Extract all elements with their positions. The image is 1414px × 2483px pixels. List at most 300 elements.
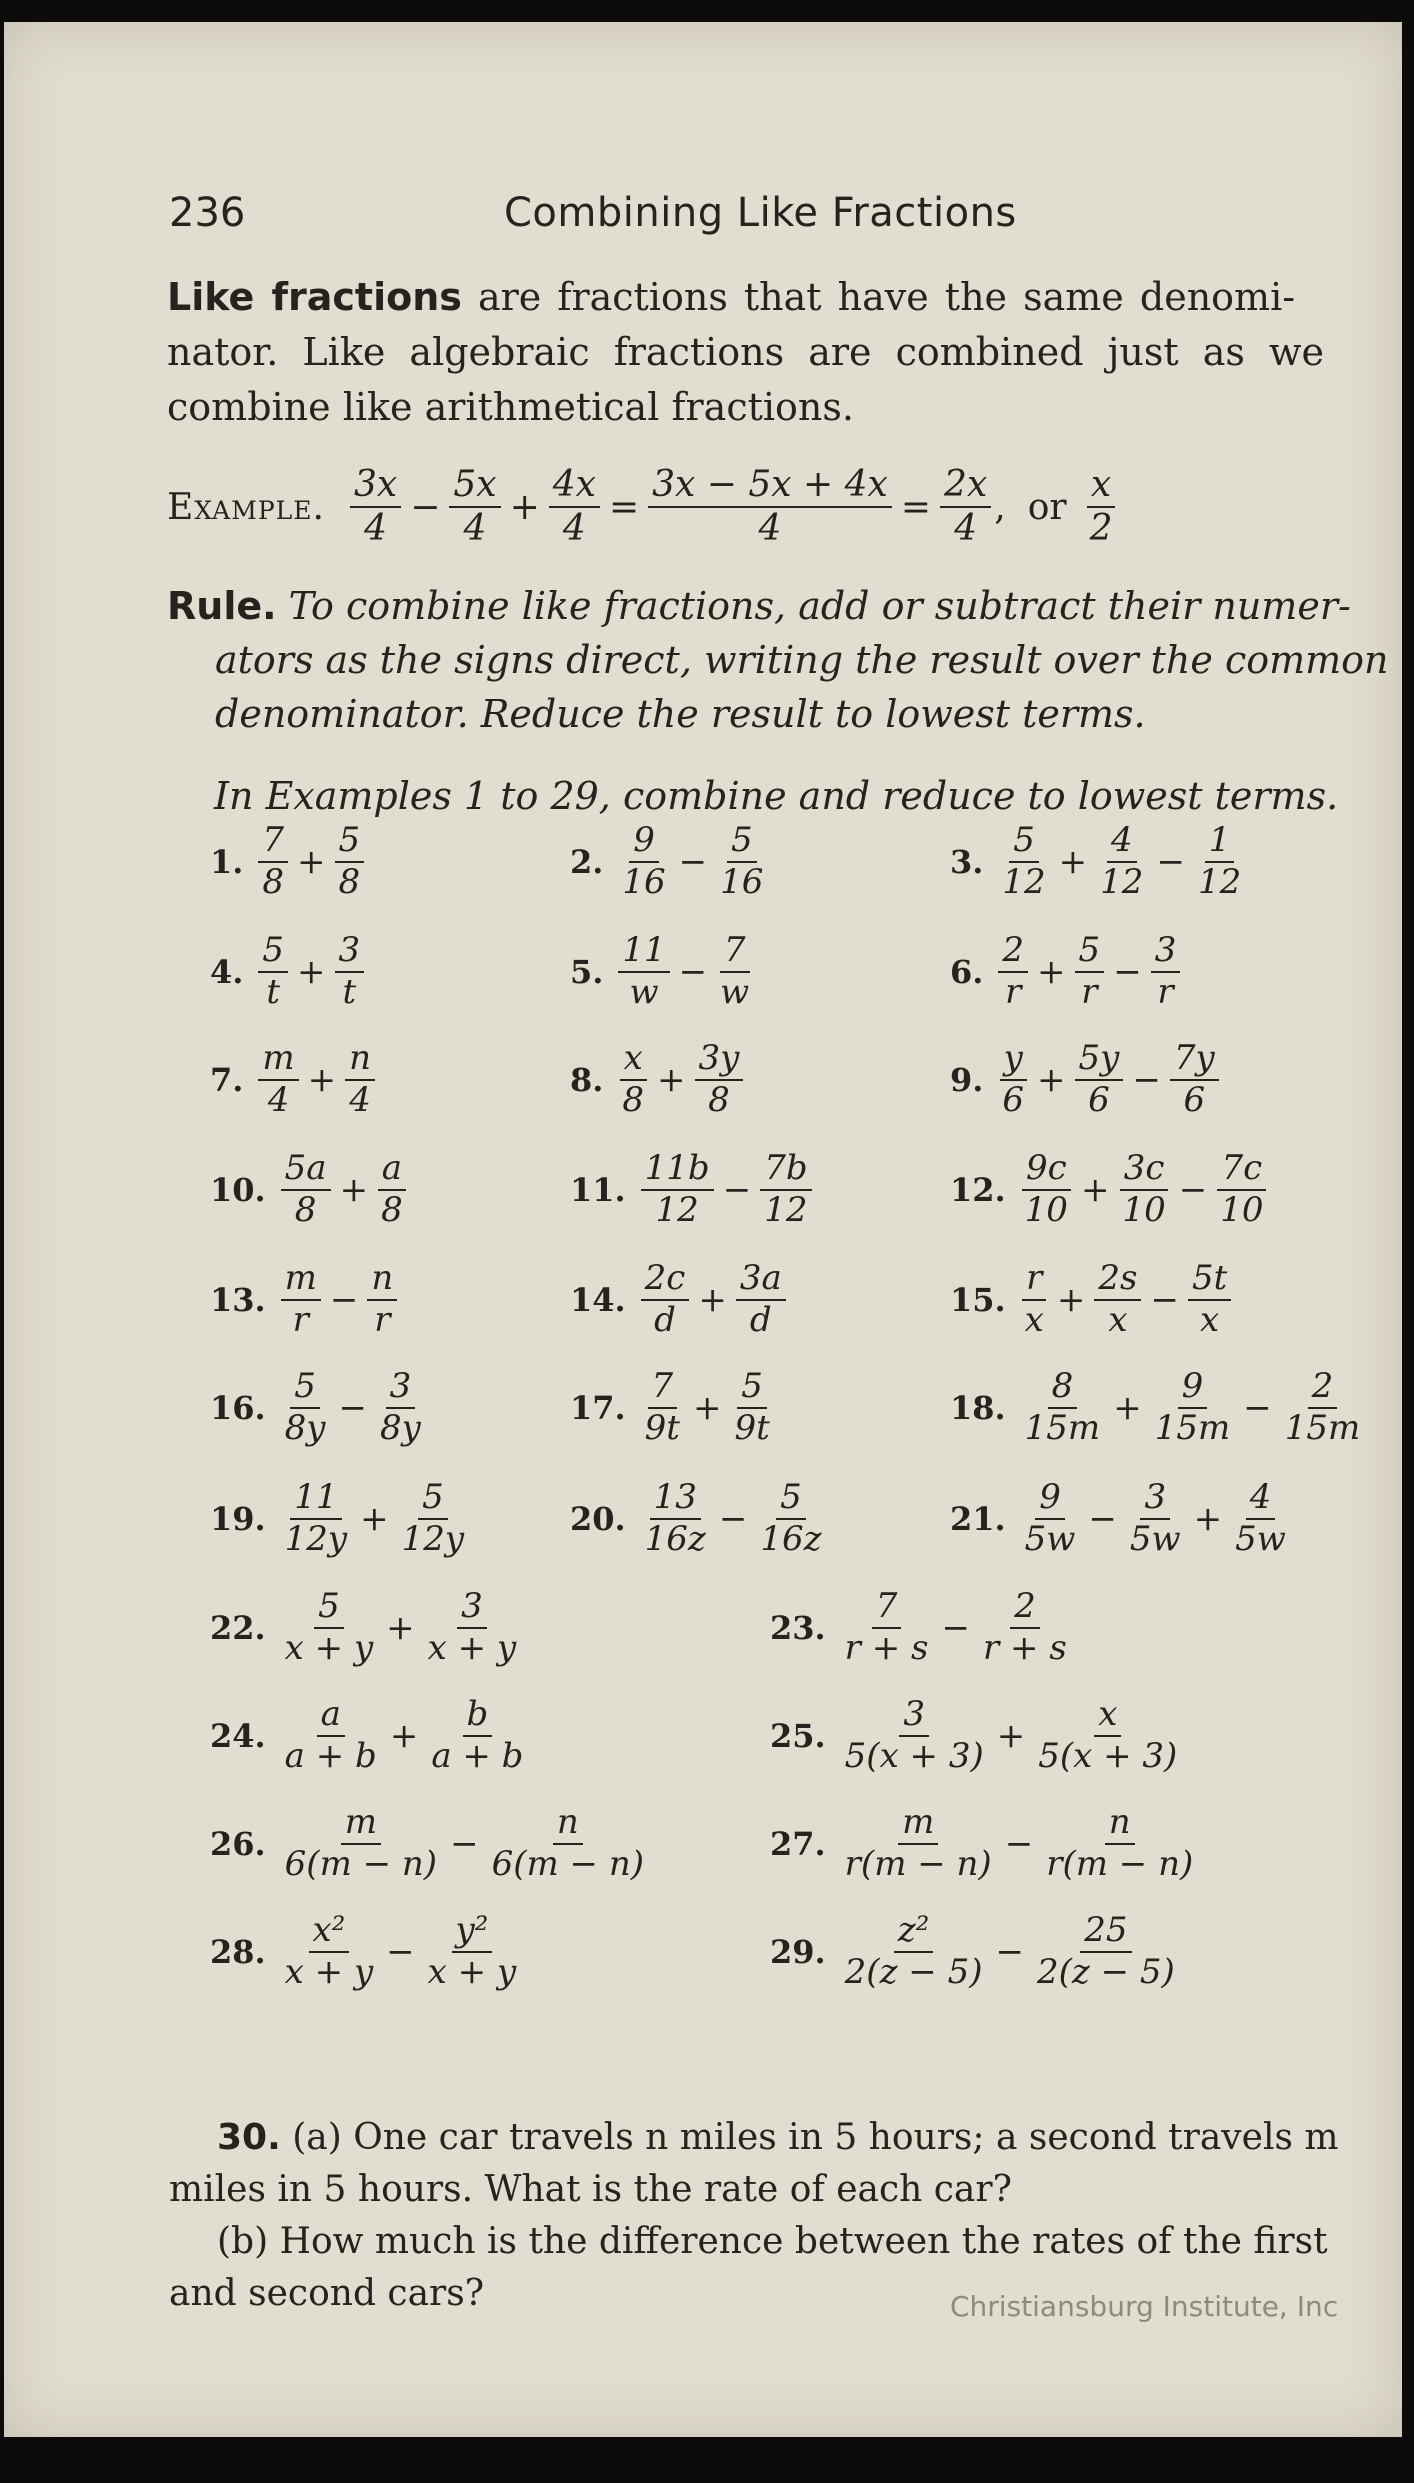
fraction (1021, 1366, 1105, 1448)
fraction (979, 1586, 1071, 1668)
denominator: x (1200, 1300, 1220, 1340)
denominator: 16 (720, 862, 764, 902)
exercise-number: 24. (210, 1717, 266, 1755)
numerator: 5 (776, 1480, 806, 1520)
denominator: 5(x + 3) (1038, 1736, 1178, 1776)
fraction (1170, 1038, 1219, 1120)
operator: + (1080, 1170, 1110, 1210)
denominator: 4 (349, 1080, 371, 1120)
numerator: 5y (1075, 1041, 1124, 1081)
denominator: r(m − n) (844, 1844, 992, 1884)
operator: − (1243, 1388, 1272, 1428)
exercise-item (570, 1145, 815, 1235)
q30-a-line-2: miles in 5 hours. What is the rate of each car? (169, 2169, 1012, 2210)
fraction (716, 820, 767, 902)
intro-line-1: are fractions that have the same denomi- (461, 275, 1296, 319)
numerator: 3a (736, 1261, 786, 1301)
operator: − (722, 1170, 752, 1210)
numerator: x (1094, 1697, 1121, 1737)
fraction: $\frac{3x - 5x + 4x}{4}$ (648, 466, 892, 548)
operator: − (1150, 1280, 1179, 1320)
numerator: 2 (1010, 1589, 1040, 1629)
denominator: t (266, 972, 281, 1012)
fraction (618, 820, 669, 902)
operator: + (1056, 1280, 1086, 1320)
rule-line-2: ators as the signs direct, writing the result over the common (215, 638, 1389, 682)
fraction (427, 1694, 527, 1776)
numerator: 5 (1075, 933, 1105, 973)
numerator: 3 (457, 1589, 487, 1629)
operator: + (996, 1716, 1026, 1756)
operator: − (941, 1608, 970, 1648)
numerator: n (345, 1041, 375, 1081)
fraction (1021, 1148, 1072, 1230)
denominator: w (720, 972, 750, 1012)
fraction (736, 1258, 786, 1340)
denominator: 12 (1100, 862, 1144, 902)
numerator: 11 (618, 933, 669, 973)
denominator: 12 (764, 1190, 808, 1230)
numerator: 5a (281, 1151, 331, 1191)
exercise-item (950, 1255, 1234, 1345)
rule-line-1: To combine like fractions, add or subtract their numer- (276, 584, 1351, 628)
fraction (841, 1802, 996, 1884)
fraction (1033, 1910, 1179, 1992)
denominator: a + b (284, 1736, 377, 1776)
fraction (641, 1148, 714, 1230)
denominator: 15m (1024, 1408, 1101, 1448)
numerator: 9 (1035, 1480, 1065, 1520)
denominator: 16 (622, 862, 666, 902)
operator: + (1113, 1388, 1142, 1428)
exercise-item (210, 1691, 530, 1781)
exercise-number: 6. (950, 953, 984, 991)
rule-line-3: denominator. Reduce the result to lowest terms. (215, 692, 1146, 736)
fraction (641, 1366, 684, 1448)
denominator: 16z (644, 1519, 706, 1559)
exercise-number: 11. (570, 1171, 626, 1209)
fraction (258, 930, 288, 1012)
numerator: 7 (720, 933, 750, 973)
operator: + (698, 1280, 727, 1320)
exercise-item (950, 817, 1248, 907)
numerator: z² (894, 1913, 934, 1953)
exercise-number: 8. (570, 1061, 604, 1099)
exercise-number: 27. (770, 1825, 826, 1863)
numerator: 3 (1140, 1480, 1170, 1520)
fraction (841, 1694, 988, 1776)
numerator: 5 (335, 823, 365, 863)
fraction (641, 1258, 690, 1340)
numerator: 11 (290, 1480, 341, 1520)
denominator: 12 (655, 1190, 699, 1230)
fraction (841, 1586, 933, 1668)
watermark-credit: Christiansburg Institute, Inc (950, 2290, 1339, 2323)
fraction (716, 930, 753, 1012)
question-number: 30. (217, 2117, 281, 2158)
exercise-item (770, 1907, 1182, 1997)
numerator: a (378, 1151, 406, 1191)
fraction (695, 1038, 744, 1120)
fraction (1021, 1477, 1080, 1559)
fraction (281, 1802, 441, 1884)
fraction (760, 1148, 811, 1230)
exercise-item (570, 1474, 829, 1564)
fraction (1216, 1148, 1267, 1230)
numerator: 1 (1205, 823, 1235, 863)
exercise-item (770, 1583, 1074, 1673)
operator: + (307, 1060, 337, 1100)
exercise-number: 15. (950, 1281, 1006, 1319)
fraction (1151, 930, 1181, 1012)
numerator: y (1000, 1041, 1027, 1081)
numerator: 5 (1009, 823, 1039, 863)
numerator: 3 (899, 1697, 929, 1737)
q30-b-line-1: (b) How much is the difference between the rates of the first (217, 2221, 1328, 2262)
exercise-number: 25. (770, 1717, 826, 1755)
q30-a-line-1: (a) One car travels n miles in 5 hours; a second travels m (292, 2117, 1339, 2158)
denominator: 6 (1088, 1080, 1110, 1120)
exercise-number: 4. (210, 953, 244, 991)
exercise-number: 19. (210, 1500, 266, 1538)
exercise-item (210, 1799, 651, 1889)
exercise-item (950, 1035, 1222, 1125)
numerator: 4 (1107, 823, 1137, 863)
term-like-fractions: Like fractions (167, 275, 462, 319)
fraction (618, 930, 669, 1012)
fraction (281, 1148, 331, 1230)
numerator: x (620, 1041, 647, 1081)
operator: + (1193, 1499, 1223, 1539)
exercise-item (770, 1799, 1200, 1889)
denominator: r (1081, 972, 1098, 1012)
operator: + (657, 1060, 686, 1100)
fraction (998, 1038, 1028, 1120)
fraction (998, 820, 1049, 902)
fraction (424, 1586, 521, 1668)
exercise-instruction: In Examples 1 to 29, combine and reduce to lowest terms. (214, 774, 1339, 818)
operator: − (678, 952, 708, 992)
denominator: a + b (431, 1736, 524, 1776)
numerator: r (1022, 1261, 1046, 1301)
fraction (398, 1477, 468, 1559)
numerator: 4 (1246, 1480, 1276, 1520)
equals-sign: = (900, 486, 932, 528)
numerator: m (341, 1805, 381, 1845)
exercise-item (210, 927, 367, 1017)
exercise-number: 2. (570, 843, 604, 881)
operator: + (1058, 842, 1088, 882)
exercise-number: 1. (210, 843, 244, 881)
numerator: n (1105, 1805, 1135, 1845)
denominator: t (342, 972, 357, 1012)
denominator: 2(z − 5) (1036, 1952, 1175, 1992)
fraction (641, 1477, 710, 1559)
operator: − (1178, 1170, 1208, 1210)
exercise-number: 3. (950, 843, 984, 881)
operator: − (386, 1932, 415, 1972)
denominator: 8 (294, 1190, 317, 1230)
exercise-number: 16. (210, 1389, 266, 1427)
numerator: 5 (258, 933, 288, 973)
fraction (488, 1802, 648, 1884)
intro-line-2: nator. Like algebraic fractions are combined just as we (167, 330, 1324, 374)
exercise-item (950, 927, 1183, 1017)
numerator: 7y (1170, 1041, 1219, 1081)
exercise-item (570, 927, 756, 1017)
numerator: 5 (314, 1589, 344, 1629)
fraction (1231, 1477, 1290, 1559)
numerator: 7c (1217, 1151, 1266, 1191)
exercise-number: 28. (210, 1933, 266, 1971)
book-page (4, 22, 1402, 2437)
numerator: m (898, 1805, 938, 1845)
operator: − (678, 842, 708, 882)
exercise-item (210, 1907, 523, 1997)
denominator: 5w (1235, 1519, 1286, 1559)
operator: + (1037, 1060, 1066, 1100)
exercise-number: 21. (950, 1500, 1006, 1538)
exercise-number: 14. (570, 1281, 626, 1319)
exercise-number: 9. (950, 1061, 984, 1099)
numerator: 5 (727, 823, 757, 863)
denominator: 5w (1024, 1519, 1076, 1559)
fraction: $\frac{x}{2}$ (1086, 466, 1117, 548)
denominator: 12 (1197, 862, 1242, 902)
operator: − (1113, 952, 1142, 992)
operator: + (386, 1608, 415, 1648)
denominator: 15m (1154, 1408, 1231, 1448)
operator: − (1088, 1499, 1117, 1539)
fraction (258, 820, 288, 902)
fraction (1151, 1366, 1235, 1448)
exercise-item (210, 1145, 410, 1235)
exercise-item (210, 1255, 400, 1345)
intro-line-3: combine like arithmetical fractions. (167, 385, 854, 429)
numerator: 13 (650, 1480, 701, 1520)
exercise-item (950, 1145, 1270, 1235)
fraction (998, 930, 1028, 1012)
denominator: 10 (1122, 1190, 1166, 1230)
denominator: r(m − n) (1046, 1844, 1194, 1884)
numerator: 5t (1188, 1261, 1231, 1301)
numerator: 3 (386, 1369, 416, 1409)
denominator: 8 (338, 862, 361, 902)
fraction: $\frac{4x}{4}$ (549, 466, 600, 548)
numerator: m (258, 1041, 298, 1081)
fraction (1021, 1258, 1048, 1340)
denominator: 6 (1183, 1080, 1206, 1120)
denominator: 5w (1129, 1519, 1181, 1559)
denominator: 2(z − 5) (844, 1952, 983, 1992)
exercise-number: 20. (570, 1500, 626, 1538)
exercise-number: 5. (570, 953, 604, 991)
numerator: n (367, 1261, 397, 1301)
operator: − (995, 1932, 1024, 1972)
or-word: or (1027, 486, 1067, 528)
exercise-number: 17. (570, 1389, 626, 1427)
fraction (1042, 1802, 1197, 1884)
denominator: r + s (844, 1628, 929, 1668)
exercise-number: 18. (950, 1389, 1006, 1427)
denominator: 8 (381, 1190, 403, 1230)
denominator: 10 (1220, 1190, 1264, 1230)
fraction (377, 1148, 407, 1230)
fraction (1075, 930, 1105, 1012)
example-label: Example. (167, 486, 325, 528)
fraction (424, 1910, 521, 1992)
numerator: 9 (629, 823, 659, 863)
denominator: r (1157, 972, 1174, 1012)
denominator: r (1005, 972, 1022, 1012)
exercise-number: 12. (950, 1171, 1006, 1209)
numerator: 7 (648, 1369, 678, 1409)
exercise-number: 26. (210, 1825, 266, 1863)
numerator: 7 (258, 823, 288, 863)
numerator: 7 (872, 1589, 902, 1629)
fraction: $\frac{3x}{4}$ (350, 466, 401, 548)
problem-grid (4, 22, 1402, 2437)
fraction (618, 1038, 648, 1120)
q30-b-line-2: and second cars? (169, 2273, 485, 2314)
exercise-number: 13. (210, 1281, 266, 1319)
exercise-number: 29. (770, 1933, 826, 1971)
denominator: 15m (1284, 1408, 1361, 1448)
operator: + (297, 842, 326, 882)
denominator: 12 (1002, 862, 1046, 902)
denominator: r (292, 1300, 309, 1340)
numerator: 7b (760, 1151, 811, 1191)
exercise-item (570, 1363, 777, 1453)
operator: + (509, 486, 540, 528)
exercise-number: 10. (210, 1171, 266, 1209)
denominator: 8 (262, 862, 285, 902)
numerator: 2c (641, 1261, 690, 1301)
fraction (281, 1586, 378, 1668)
fraction (1194, 820, 1245, 902)
numerator: 11b (641, 1151, 714, 1191)
fraction (335, 820, 365, 902)
denominator: 8 (622, 1080, 645, 1120)
denominator: 12y (401, 1519, 465, 1559)
fraction (1094, 1258, 1141, 1340)
numerator: 3y (695, 1041, 744, 1081)
numerator: a (317, 1697, 345, 1737)
operator: + (339, 1170, 369, 1210)
denominator: 12y (284, 1519, 348, 1559)
denominator: x + y (427, 1628, 517, 1668)
fraction (1034, 1694, 1181, 1776)
denominator: x (1108, 1300, 1128, 1340)
denominator: x + y (284, 1952, 374, 1992)
numerator: n (553, 1805, 583, 1845)
equals-sign: = (608, 486, 640, 528)
numerator: 9 (1178, 1369, 1208, 1409)
numerator: b (463, 1697, 493, 1737)
fraction (281, 1258, 321, 1340)
fraction (335, 930, 365, 1012)
fraction (1281, 1366, 1365, 1448)
denominator: r (374, 1300, 391, 1340)
denominator: 10 (1024, 1190, 1068, 1230)
operator: + (692, 1388, 722, 1428)
comma: , (994, 486, 1006, 528)
denominator: r + s (982, 1628, 1067, 1668)
operator: − (1156, 842, 1185, 882)
operator: + (360, 1499, 389, 1539)
exercise-item (770, 1691, 1184, 1781)
fraction (730, 1366, 773, 1448)
denominator: x (1024, 1300, 1044, 1340)
denominator: 9t (734, 1408, 770, 1448)
operator: + (297, 952, 326, 992)
exercise-item (210, 817, 367, 907)
numerator: x² (309, 1913, 350, 1953)
fraction (376, 1366, 425, 1448)
denominator: d (749, 1300, 772, 1340)
operator: − (338, 1388, 368, 1428)
denominator: w (629, 972, 659, 1012)
fraction (281, 1477, 351, 1559)
fraction: $\frac{5x}{4}$ (449, 466, 500, 548)
fraction (1188, 1258, 1231, 1340)
denominator: 16z (760, 1519, 822, 1559)
fraction: $\frac{2x}{4}$ (940, 466, 991, 548)
denominator: 6 (1002, 1080, 1025, 1120)
operator: − (718, 1499, 748, 1539)
operator: + (389, 1716, 419, 1756)
numerator: 9c (1022, 1151, 1071, 1191)
operator: − (410, 486, 441, 528)
fraction (367, 1258, 397, 1340)
numerator: 2 (1308, 1369, 1338, 1409)
operator: − (329, 1280, 359, 1320)
denominator: 8y (284, 1408, 326, 1448)
denominator: 5(x + 3) (844, 1736, 984, 1776)
denominator: x + y (284, 1628, 374, 1668)
denominator: 6(m − n) (491, 1844, 644, 1884)
numerator: 3 (1151, 933, 1181, 973)
exercise-number: 7. (210, 1061, 244, 1099)
denominator: x + y (427, 1952, 517, 1992)
denominator: 6(m − n) (284, 1844, 438, 1884)
denominator: 9t (644, 1408, 680, 1448)
denominator: d (654, 1300, 676, 1340)
numerator: 5 (418, 1480, 448, 1520)
numerator: 5 (290, 1369, 320, 1409)
operator: − (1004, 1824, 1034, 1864)
exercise-item (950, 1474, 1293, 1564)
numerator: 2 (998, 933, 1028, 973)
denominator: 8 (708, 1080, 730, 1120)
operator: − (1132, 1060, 1161, 1100)
rule-label: Rule. (167, 584, 277, 628)
exercise-item (570, 1035, 746, 1125)
fraction (1126, 1477, 1185, 1559)
exercise-item (210, 1035, 378, 1125)
question-30 (169, 2112, 1359, 2320)
numerator: m (281, 1261, 321, 1301)
operator: − (450, 1824, 479, 1864)
denominator: 4 (267, 1080, 290, 1120)
fraction (281, 1694, 381, 1776)
fraction (841, 1910, 987, 1992)
exercise-number: 22. (210, 1609, 266, 1647)
numerator: 2s (1094, 1261, 1141, 1301)
exercise-item (210, 1474, 471, 1564)
numerator: y² (452, 1913, 493, 1953)
page-title: Combining Like Fractions (504, 190, 1017, 236)
